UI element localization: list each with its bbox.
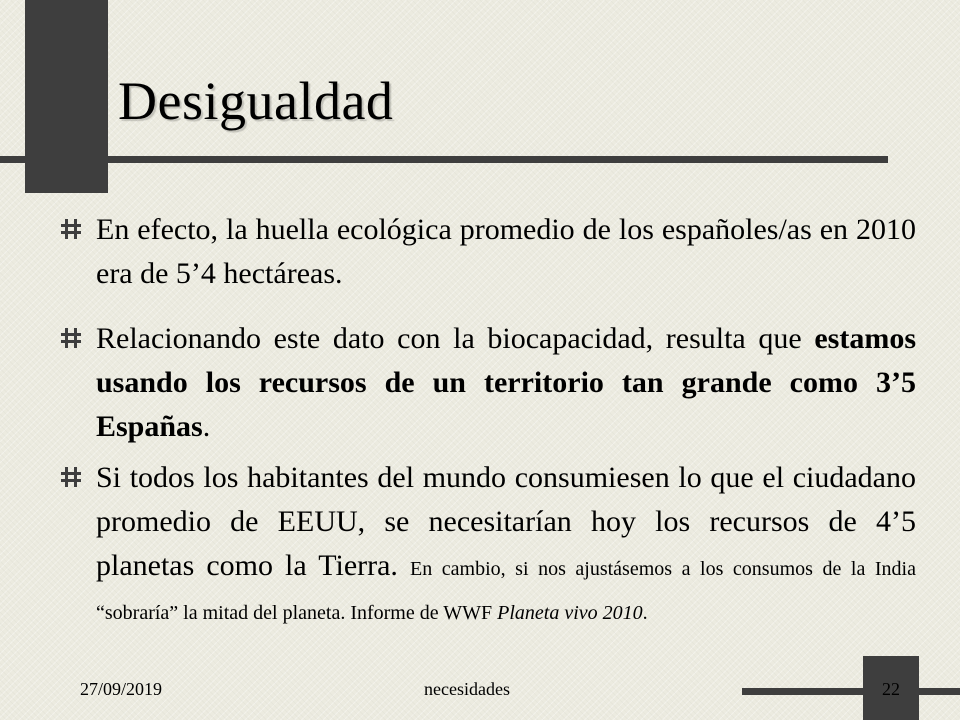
bullet-text-3-main: Si todos los habitantes del mundo consumiesen lo que el ciudadano promedio de EEUU, se necesitarían hoy los recursos de 4’5 planetas como la Tierra.: [96, 461, 916, 582]
bullet-text-2-start: Relacionando este dato con la biocapacidad, resulta que: [96, 322, 815, 355]
bullet-text-3-end: .: [642, 602, 648, 624]
bullet-item-2: [96, 317, 916, 449]
footer-date: 27/09/2019: [80, 679, 163, 699]
slide-title: Desigualdad: [118, 71, 394, 131]
bullet-text-1: En efecto, la huella ecológica promedio de los españoles/as en 2010 era de 5’4 hectáreas.: [96, 213, 916, 290]
hash-bullet-icon: [59, 465, 83, 489]
bullet-text-2-bold: estamos usando los recursos de un territorio tan grande como 3’5 Españas: [96, 322, 916, 443]
bullet-text-3-small: En cambio, si nos ajustásemos a los consumos de la India “sobraría” la mitad del planeta. Informe de WWF: [96, 558, 916, 624]
footer-title: necesidades: [424, 679, 510, 699]
bullet-text-2-end: .: [202, 410, 211, 443]
bullet-item-3: [96, 456, 916, 632]
bullet-item-1: [96, 208, 916, 296]
hash-bullet-icon: [59, 326, 83, 350]
page-number: 22: [882, 679, 900, 699]
footer-rule: [742, 688, 960, 695]
hash-bullet-icon: [59, 217, 83, 241]
report-title: Planeta vivo 2010: [497, 602, 643, 624]
